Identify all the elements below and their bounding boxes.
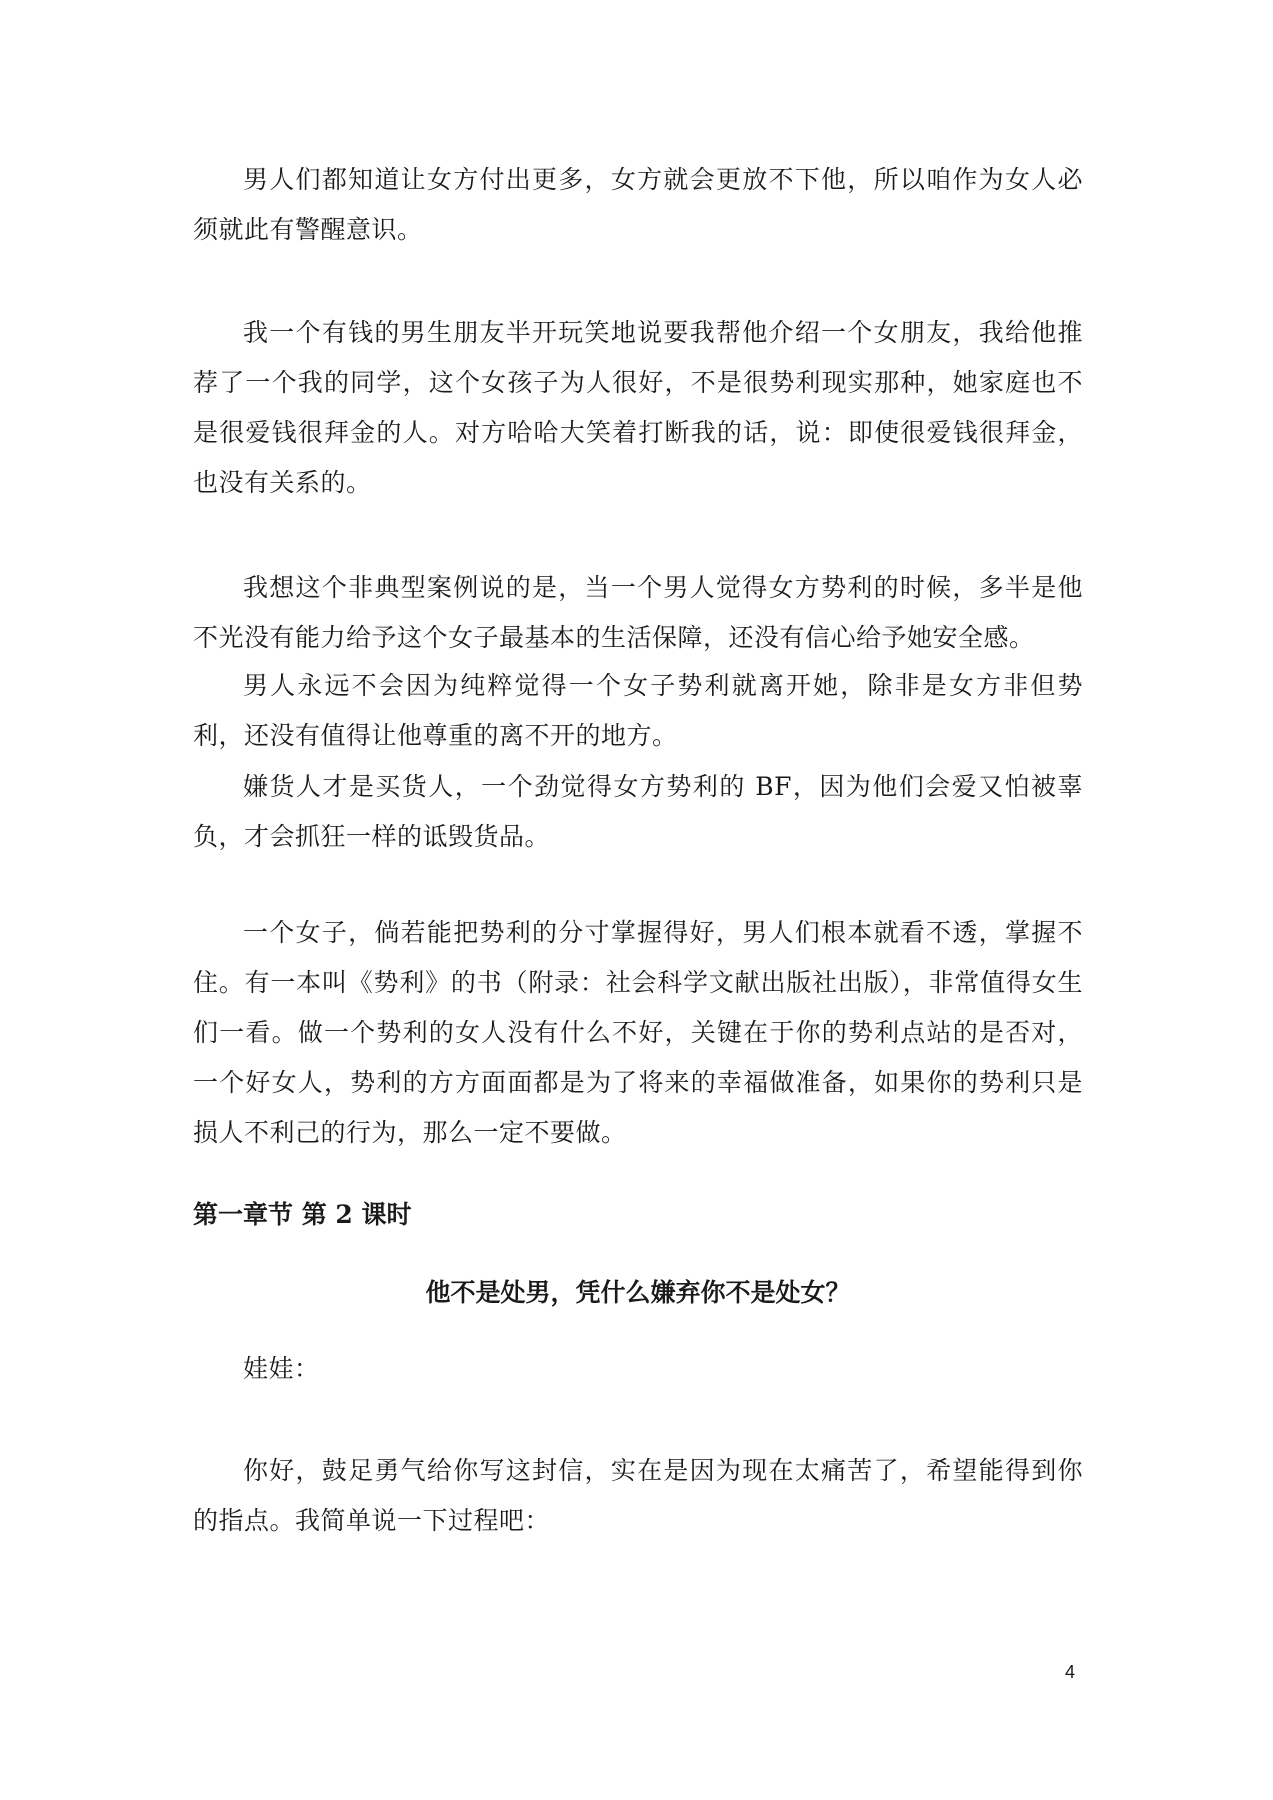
paragraph-4: 男人永远不会因为纯粹觉得一个女子势利就离开她，除非是女方非但势利，还没有值得让他尊重的离不开的地方。 [193,671,1083,750]
letter-paragraph: 你好，鼓足勇气给你写这封信，实在是因为现在太痛苦了，希望能得到你的指点。我简单说一下过程吧： [193,1456,1083,1535]
page-number: 4 [1065,1662,1076,1682]
salutation: 娃娃： [243,1354,320,1383]
paragraph-3: 我想这个非典型案例说的是，当一个男人觉得女方势利的时候，多半是他不光没有能力给予这个女子最基本的生活保障，还没有信心给予她安全感。 [193,573,1083,652]
article-title: 他不是处男，凭什么嫌弃你不是处女？ [425,1278,851,1307]
paragraph-6: 一个女子，倘若能把势利的分寸掌握得好，男人们根本就看不透，掌握不住。有一本叫《势利》的书（附录：社会科学文献出版社出版），非常值得女生们一看。做一个势利的女人没有什么不好，关键在于你的势利点站的是否对，一个好女人，势利的方方面面都是为了将来的幸福做准备，如果你的势利只是损人不利己的行为，那么一定不要做。 [193,918,1083,1147]
paragraph-1: 男人们都知道让女方付出更多，女方就会更放不下他，所以咱作为女人必须就此有警醒意识。 [193,165,1083,244]
section-heading: 第一章节 第 2 课时 [193,1200,412,1229]
paragraph-2: 我一个有钱的男生朋友半开玩笑地说要我帮他介绍一个女朋友，我给他推荐了一个我的同学，这个女孩子为人很好，不是很势利现实那种，她家庭也不是很爱钱很拜金的人。对方哈哈大笑着打断我的话，说：即使很爱钱很拜金，也没有关系的。 [193,318,1083,497]
paragraph-5: 嫌货人才是买货人，一个劲觉得女方势利的 BF，因为他们会爱又怕被辜负，才会抓狂一样的诋毁货品。 [193,772,1083,851]
